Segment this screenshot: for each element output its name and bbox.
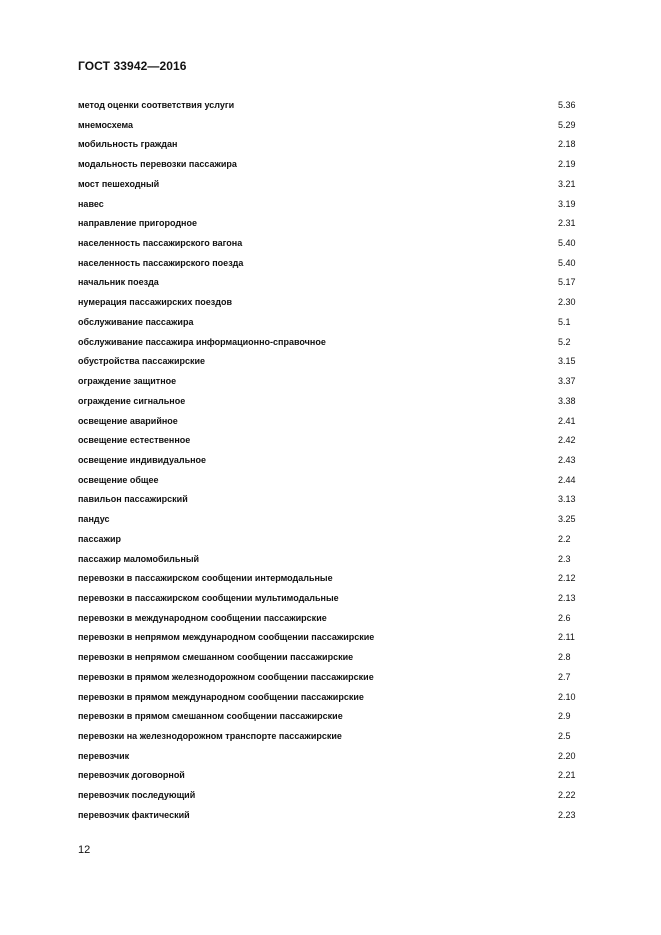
index-reference: 2.9 (558, 711, 571, 722)
index-entry (78, 352, 586, 372)
index-term: направление пригородное (78, 218, 197, 229)
index-entry (78, 747, 586, 767)
index-entry (78, 195, 586, 215)
index-entry (78, 116, 586, 136)
index-reference: 2.8 (558, 652, 571, 663)
index-reference: 2.44 (558, 474, 576, 485)
index-entry (78, 530, 586, 550)
index-entry (78, 471, 586, 491)
index-entry (78, 175, 586, 195)
index-reference: 5.40 (558, 257, 576, 268)
index-entry (78, 727, 586, 747)
index-reference: 2.6 (558, 612, 571, 623)
index-reference: 2.42 (558, 435, 576, 446)
index-entry (78, 688, 586, 708)
index-entry (78, 155, 586, 175)
index-entry (78, 806, 586, 826)
index-term: павильон пассажирский (78, 494, 188, 505)
index-reference: 5.2 (558, 336, 571, 347)
index-entry (78, 766, 586, 786)
index-term: перевозки в прямом смешанном сообщении пассажирские (78, 711, 343, 722)
index-reference: 3.38 (558, 395, 576, 406)
index-term: обустройства пассажирские (78, 356, 206, 367)
index-entry (78, 431, 586, 451)
index-reference: 3.21 (558, 178, 576, 189)
index-reference: 2.30 (558, 297, 576, 308)
index-reference: 2.21 (558, 770, 576, 781)
index-reference: 3.13 (558, 494, 576, 505)
index-term: населенность пассажирского поезда (78, 257, 244, 268)
index-reference: 2.12 (558, 573, 576, 584)
index-term: освещение аварийное (78, 415, 178, 426)
index-term: ограждение защитное (78, 376, 177, 387)
index-term: мост пешеходный (78, 178, 160, 189)
index-entry (78, 648, 586, 668)
document-header: ГОСТ 33942—2016 (78, 59, 187, 73)
index-reference: 2.3 (558, 553, 571, 564)
index-reference: 5.40 (558, 238, 576, 249)
alphabetical-index (78, 96, 586, 826)
index-entry (78, 372, 586, 392)
index-entry (78, 786, 586, 806)
index-entry (78, 451, 586, 471)
index-reference: 2.2 (558, 533, 571, 544)
index-entry (78, 392, 586, 412)
index-term: метод оценки соответствия услуги (78, 100, 235, 110)
index-reference: 5.36 (558, 100, 576, 110)
index-reference: 2.7 (558, 671, 571, 682)
index-reference: 2.10 (558, 691, 576, 702)
index-term: перевозки в международном сообщении пассажирские (78, 612, 327, 623)
index-term: освещение индивидуальное (78, 454, 207, 465)
index-entry (78, 490, 586, 510)
index-entry (78, 214, 586, 234)
index-reference: 5.1 (558, 316, 571, 327)
index-term: перевозчик последующий (78, 790, 196, 801)
index-entry (78, 96, 586, 116)
index-term: перевозчик договорной (78, 770, 185, 781)
index-entry (78, 313, 586, 333)
index-reference: 2.20 (558, 750, 576, 761)
index-term: перевозки в непрямом смешанном сообщении пассажирские (78, 652, 354, 663)
index-entry (78, 234, 586, 254)
index-term: перевозчик (78, 750, 130, 761)
page-number: 12 (78, 844, 91, 856)
index-term: ограждение сигнальное (78, 395, 186, 406)
index-term: перевозки в прямом железнодорожном сообщении пассажирские (78, 671, 374, 682)
index-entry (78, 609, 586, 629)
index-term: обслуживание пассажира информационно-справочное (78, 336, 326, 347)
index-entry (78, 550, 586, 570)
index-term: пандус (78, 514, 110, 525)
index-term: нумерация пассажирских поездов (78, 297, 232, 308)
index-entry (78, 412, 586, 432)
index-term: обслуживание пассажира (78, 316, 194, 327)
index-entry (78, 254, 586, 274)
index-term: мобильность граждан (78, 139, 178, 150)
index-entry (78, 628, 586, 648)
index-reference: 2.19 (558, 159, 576, 170)
index-term: освещение общее (78, 474, 159, 485)
index-entry (78, 589, 586, 609)
index-term: начальник поезда (78, 277, 159, 288)
index-reference: 3.37 (558, 376, 576, 387)
index-entry (78, 569, 586, 589)
index-reference: 5.29 (558, 119, 576, 130)
index-term: пассажир (78, 533, 121, 544)
index-reference: 2.22 (558, 790, 576, 801)
index-term: перевозки в непрямом международном сообщении пассажирские (78, 632, 375, 643)
index-term: модальность перевозки пассажира (78, 159, 237, 170)
index-term: перевозки на железнодорожном транспорте пассажирские (78, 731, 342, 741)
index-entry (78, 707, 586, 727)
index-reference: 2.11 (558, 632, 575, 643)
index-term: перевозки в пассажирском сообщении мультимодальные (78, 592, 339, 603)
index-entry (78, 333, 586, 353)
index-reference: 5.17 (558, 277, 576, 288)
index-entry (78, 510, 586, 530)
index-reference: 2.13 (558, 592, 576, 603)
index-reference: 2.18 (558, 139, 576, 150)
index-entry (78, 668, 586, 688)
index-term: освещение естественное (78, 435, 191, 446)
index-entry (78, 273, 586, 293)
index-term: перевозчик фактический (78, 809, 190, 820)
index-term: навес (78, 198, 104, 209)
index-reference: 3.19 (558, 198, 576, 209)
index-term: перевозки в пассажирском сообщении интермодальные (78, 573, 333, 584)
index-reference: 2.31 (558, 218, 576, 229)
index-reference: 2.23 (558, 809, 576, 820)
index-entry (78, 293, 586, 313)
index-term: пассажир маломобильный (78, 553, 200, 564)
index-reference: 2.43 (558, 454, 576, 465)
index-reference: 3.25 (558, 514, 576, 525)
index-term: населенность пассажирского вагона (78, 238, 243, 249)
index-reference: 2.5 (558, 731, 571, 741)
index-reference: 2.41 (558, 415, 576, 426)
index-term: мнемосхема (78, 119, 133, 130)
index-entry (78, 135, 586, 155)
index-term: перевозки в прямом международном сообщении пассажирские (78, 691, 364, 702)
index-reference: 3.15 (558, 356, 576, 367)
